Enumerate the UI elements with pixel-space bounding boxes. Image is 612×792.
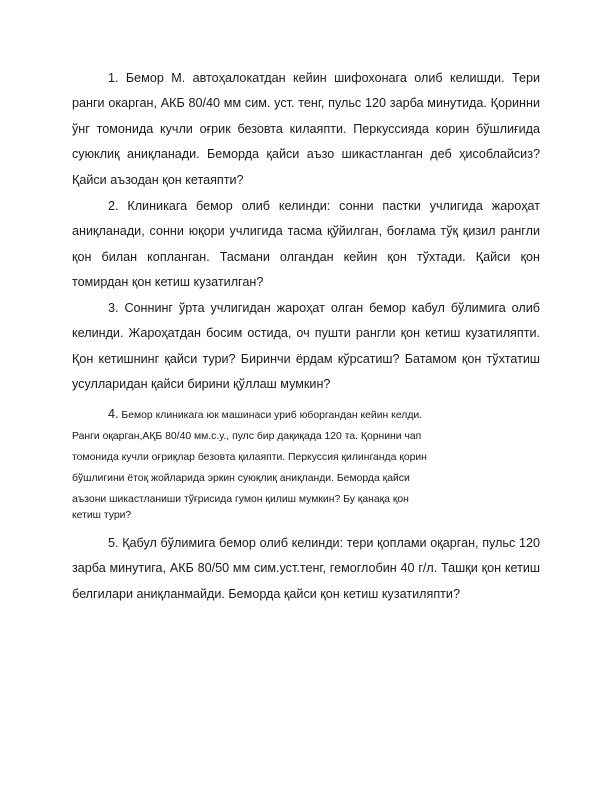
question-4-line-1-text: Бемор клиникага юк машинаси уриб юборгандан кейин келди. xyxy=(121,410,423,421)
question-2: 2. Клиникага бемор олиб келинди: сонни пастки учлигида жароҳат аниқланади, сонни юқори учлигида тасма қўйилган, боғлама тўқ қизил рангли қон билан копланган. Тасмани олгандан кейин қон тўхтади. Қайси қон томирдан қон кетиш кузатилган? xyxy=(72,199,540,290)
question-3: 3. Соннинг ўрта учлигидан жароҳат олган бемор кабул бўлимига олиб келинди. Жароҳатдан босим остида, оч пушти рангли қон кетиш кузатиляпти. Қон кетишнинг қайси тури? Биринчи ёрдам кўрсатиш? Батамом қон тўхтатиш усулларидан қайси бирини қўллаш мумкин? xyxy=(72,301,540,392)
question-4 xyxy=(72,404,472,522)
question-4-line-3: томонида кучли оғриқлар безовта қилаяпти. Перкуссия қилинганда қорин xyxy=(72,452,427,463)
question-4-line-4: бўшлигини ётоқ жойларида эркин суюқлиқ аниқланди. Беморда қайси xyxy=(72,473,410,484)
question-4-line-2: Ранги оқарган,АҚБ 80/40 мм.с.у., пулс бир дақиқада 120 та. Қорнини чап xyxy=(72,431,422,442)
question-5: 5. Қабул бўлимига бемор олиб келинди: тери қоплами оқарган, пульс 120 зарба минутига, АКБ 80/50 мм сим.уст.тенг, гемоглобин 40 г/л. Ташқи қон кетиш белгилари аниқланмайди. Беморда қайси қон кетиш кузатиляпти? xyxy=(72,536,540,601)
question-4-line-1 xyxy=(72,404,472,426)
question-1: 1. Бемор М. автоҳалокатдан кейин шифохонага олиб келишди. Тери ранги окарган, АКБ 80/40 мм сим. уст. тенг, пульс 120 зарба минутида. Қоринни ўнг томонида кучли оғрик безовта килаяпти. Перкуссияда корин бўшлиғида суюклиқ аниқланади. Беморда қайси аъзо шикастланган деб ҳисоблайсиз? Қайси аъзодан қон кетаяпти? xyxy=(72,71,540,187)
question-4-number: 4. xyxy=(108,407,119,421)
question-4-line-5: аъзони шикастланиши тўғрисида гумон қилиш мумкин? Бу қанақа қон xyxy=(72,494,409,505)
question-4-line-6: кетиш тури? xyxy=(72,510,132,521)
